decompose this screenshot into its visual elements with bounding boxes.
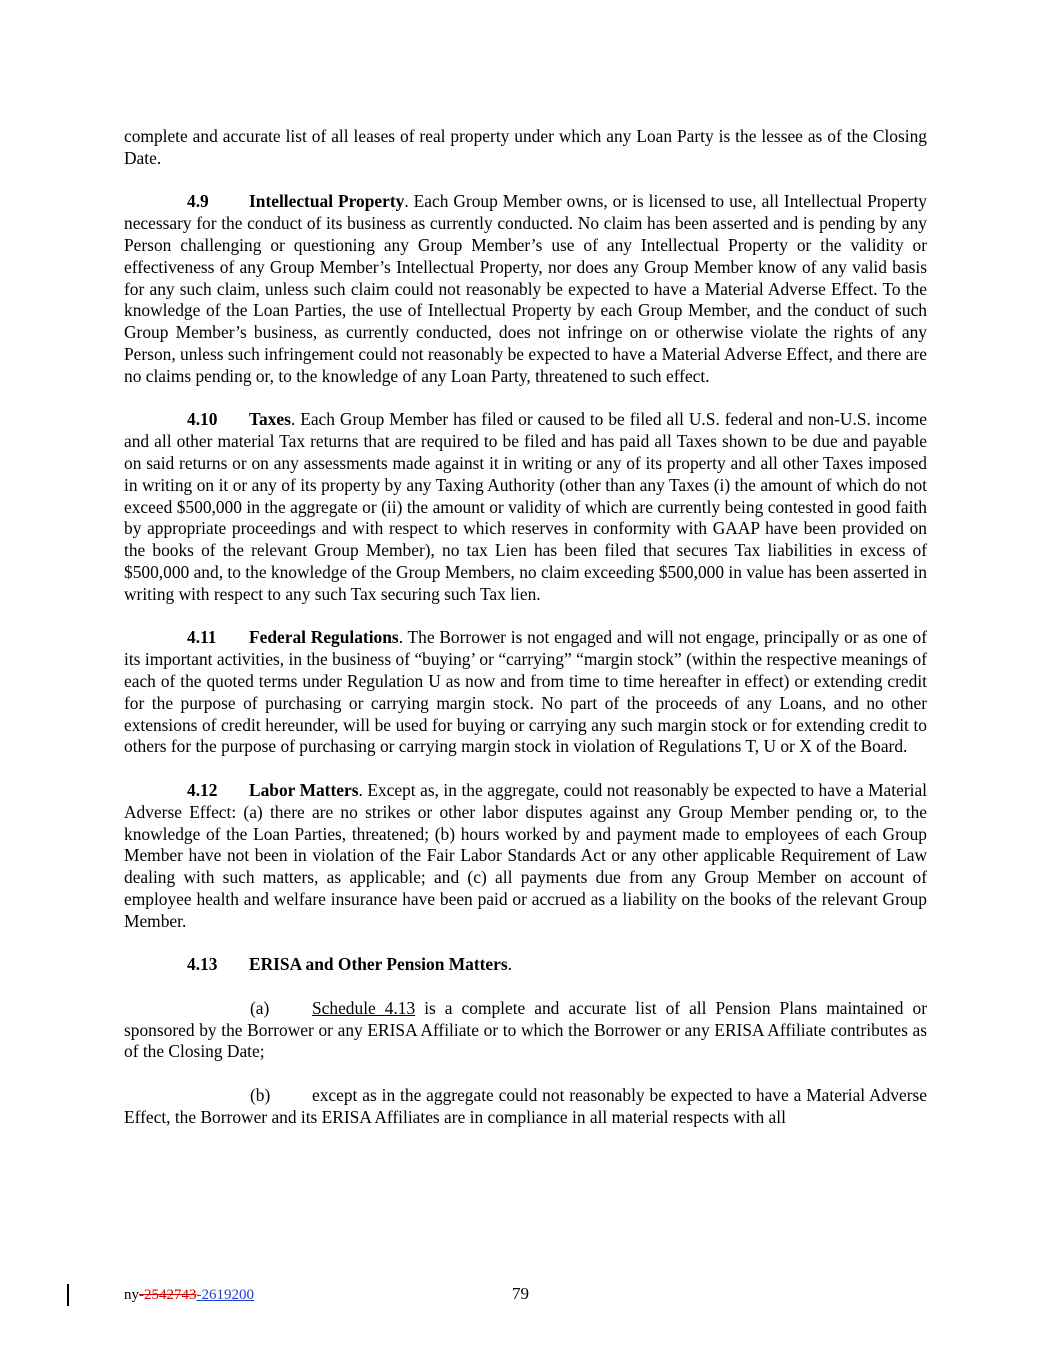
- section-4-10: [124, 409, 927, 605]
- section-text: .: [507, 954, 512, 975]
- clause-text: is a complete and accurate list of all Pension Plans maintained or sponsored by the Borrower or any ERISA Affiliate or to which the Borrower or any ERISA Affiliate contributes as of the Closing Date;: [124, 997, 927, 1062]
- document-id: [124, 1287, 254, 1304]
- section-4-11: [124, 627, 927, 758]
- section-heading: Taxes: [249, 409, 291, 430]
- schedule-link: Schedule 4.13: [312, 997, 416, 1018]
- section-number: 4.12: [187, 779, 218, 800]
- doc-id-inserted: -2619200: [196, 1287, 254, 1303]
- section-heading: ERISA and Other Pension Matters: [249, 954, 508, 975]
- page-number: 79: [512, 1284, 529, 1303]
- clause-label: (a): [250, 997, 270, 1018]
- document-body: [124, 126, 927, 1129]
- section-text: . The Borrower is not engaged and will not engage, principally or as one of its important activities, in the business of “buying’ or “carrying” “margin stock” (within the respective meanings of each of the quoted terms under Regulation U as now and from time to time hereafter in effect) or extending credit for the purpose of purchasing or carrying margin stock. No part of the proceeds of any Loans, and no other extensions of credit hereunder, will be used for buying or carrying any such margin stock or for extending credit to others for the purpose of purchasing or carrying margin stock in violation of Regulations T, U or X of the Board.: [124, 627, 927, 757]
- section-text: . Each Group Member owns, or is licensed to use, all Intellectual Property necessary for the conduct of its business as currently conducted. No claim has been asserted and is pending by any Person challenging or questioning any Group Member’s use of any Intellectual Property or the validity or effectiveness of any Group Member’s Intellectual Property, nor does any Group Member know of any valid basis for any such claim, unless such claim could not reasonably be expected to have a Material Adverse Effect. To the knowledge of the Loan Parties, the use of Intellectual Property by each Group Member, and the conduct of such Group Member’s business, as currently conducted, does not infringe on or otherwise violate the rights of any Person, unless such infringement could not reasonably be expected to have a Material Adverse Effect, and there are no claims pending or, to the knowledge of any Loan Party, threatened to such effect.: [124, 191, 927, 386]
- section-number: 4.10: [187, 409, 218, 430]
- doc-id-deleted: -2542743: [139, 1287, 197, 1303]
- doc-id-prefix: ny: [124, 1287, 139, 1303]
- section-number: 4.11: [187, 627, 217, 648]
- section-number: 4.13: [187, 954, 218, 975]
- section-text: . Except as, in the aggregate, could not reasonably be expected to have a Material Adverse Effect: (a) there are no strikes or other labor disputes against any Group Member pending or, to the knowledge of the Loan Parties, threatened; (b) hours worked by and payment made to employees of each Group Member have not been in violation of the Fair Labor Standards Act or any other applicable Requirement of Law dealing with such matters, as applicable; and (c) all payments due from any Group Member on account of employee health and welfare insurance have been paid or accrued as a liability on the books of the relevant Group Member.: [124, 779, 927, 931]
- section-4-13: [124, 954, 927, 976]
- section-text: . Each Group Member has filed or caused to be filed all U.S. federal and non-U.S. income and all other material Tax returns that are required to be filed and has paid all Taxes shown to be due and payable on said returns or on any assessments made against it in writing or any of its property and all other Taxes imposed in writing on it or any of its property by any Taxing Authority (other than any Taxes (i) the amount of which do not exceed $500,000 in the aggregate or (ii) the amount or validity of which are currently being contested in good faith by appropriate proceedings and with respect to which reserves in conformity with GAAP have been provided on the books of the relevant Group Member), no tax Lien has been filed that secures Tax liabilities in excess of $500,000 and, to the knowledge of the Group Members, no claim exceeding $500,000 in value has been asserted in writing with respect to any such Tax securing such Tax lien.: [124, 409, 927, 604]
- intro-paragraph: complete and accurate list of all leases of real property under which any Loan Party is the lessee as of the Closing Date.: [124, 126, 927, 168]
- section-4-13-b: [124, 1085, 927, 1129]
- clause-label: (b): [250, 1085, 271, 1106]
- clause-text: except as in the aggregate could not reasonably be expected to have a Material Adverse Effect, the Borrower and its ERISA Affiliates are in compliance in all material respects with all: [124, 1085, 927, 1127]
- change-bar: [67, 1284, 69, 1306]
- section-heading: Federal Regulations: [249, 627, 399, 648]
- section-4-13-a: [124, 998, 927, 1063]
- section-heading: Intellectual Property: [249, 191, 405, 212]
- section-4-12: [124, 780, 927, 933]
- section-4-9: [124, 191, 927, 387]
- section-number: 4.9: [187, 191, 209, 212]
- section-heading: Labor Matters: [249, 779, 359, 800]
